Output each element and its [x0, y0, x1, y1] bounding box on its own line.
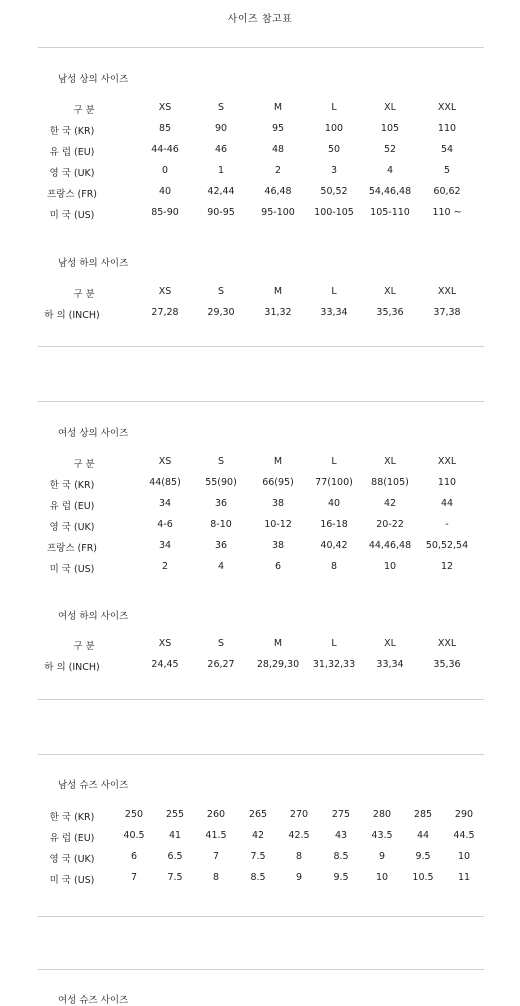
- size-header-cell: XXL: [437, 456, 457, 467]
- size-cell: 44(85): [149, 477, 181, 488]
- size-cell: 36: [214, 498, 228, 509]
- table-row: [0, 872, 520, 886]
- divider: [38, 754, 484, 755]
- size-cell: 290: [454, 809, 474, 820]
- page-title: 사이즈 참고표: [227, 14, 293, 25]
- size-cell: 4: [217, 561, 225, 572]
- size-header-cell: L: [331, 286, 337, 297]
- size-cell: 100-105: [314, 207, 354, 218]
- size-header-cell: L: [331, 456, 337, 467]
- row-label: 하 의 (INCH): [44, 662, 100, 673]
- size-cell: 9: [295, 872, 303, 883]
- table-header-row: [0, 286, 520, 300]
- divider: [38, 401, 484, 402]
- size-cell: 50,52: [320, 186, 348, 197]
- table-row: [0, 144, 520, 158]
- size-cell: 41: [168, 830, 182, 841]
- size-cell: 40.5: [123, 830, 145, 841]
- size-cell: 8-10: [210, 519, 232, 530]
- size-cell: 20-22: [376, 519, 404, 530]
- size-cell: 40,42: [320, 540, 348, 551]
- size-cell: 44-46: [151, 144, 179, 155]
- size-cell: 110: [437, 123, 457, 134]
- size-cell: 10-12: [264, 519, 292, 530]
- section-title-men-bottom: 남성 하의 사이즈: [58, 258, 129, 269]
- size-cell: 1: [217, 165, 225, 176]
- size-cell: 7: [212, 851, 220, 862]
- table-row: [0, 123, 520, 137]
- size-cell: 27,28: [151, 307, 179, 318]
- table-row: [0, 207, 520, 221]
- size-cell: 95-100: [261, 207, 295, 218]
- size-cell: 85-90: [151, 207, 179, 218]
- size-cell: 40: [158, 186, 172, 197]
- size-cell: 34: [158, 540, 172, 551]
- row-label: 유 럽 (EU): [49, 147, 95, 158]
- divider: [38, 699, 484, 700]
- size-header-cell: XS: [158, 638, 172, 649]
- section-title-men-shoes: 남성 슈즈 사이즈: [58, 780, 129, 791]
- row-label: 구 분: [73, 105, 95, 116]
- size-cell: 42,44: [207, 186, 235, 197]
- size-cell: 9.5: [333, 872, 349, 883]
- size-cell: 7.5: [250, 851, 266, 862]
- size-header-cell: XS: [158, 286, 172, 297]
- size-cell: 110 ~: [432, 207, 462, 218]
- size-cell: 28,29,30: [256, 659, 300, 670]
- divider: [38, 47, 484, 48]
- section-title-women-bottom: 여성 하의 사이즈: [58, 611, 129, 622]
- table-header-row: [0, 456, 520, 470]
- size-header-cell: XS: [158, 102, 172, 113]
- size-cell: 105-110: [370, 207, 410, 218]
- size-cell: 8: [330, 561, 338, 572]
- row-label: 미 국 (US): [49, 875, 95, 886]
- size-header-cell: S: [217, 102, 225, 113]
- size-cell: 260: [206, 809, 226, 820]
- size-cell: 2: [274, 165, 282, 176]
- size-cell: 6: [274, 561, 282, 572]
- size-cell: 77(100): [315, 477, 353, 488]
- row-label: 유 럽 (EU): [49, 833, 95, 844]
- row-label: 미 국 (US): [49, 210, 95, 221]
- size-cell: 9.5: [415, 851, 431, 862]
- size-cell: 29,30: [207, 307, 235, 318]
- size-cell: 12: [440, 561, 454, 572]
- size-cell: 90-95: [207, 207, 235, 218]
- size-cell: 33,34: [376, 659, 404, 670]
- table-header-row: [0, 638, 520, 652]
- size-cell: 16-18: [320, 519, 348, 530]
- size-cell: 38: [271, 540, 285, 551]
- size-cell: 46: [214, 144, 228, 155]
- size-cell: 54: [440, 144, 454, 155]
- table-row: [0, 165, 520, 179]
- table-row: [0, 540, 520, 554]
- size-cell: 8: [295, 851, 303, 862]
- size-cell: 8.5: [250, 872, 266, 883]
- size-cell: 35,36: [376, 307, 404, 318]
- size-cell: 44: [416, 830, 430, 841]
- table-row: [0, 477, 520, 491]
- size-header-cell: L: [331, 638, 337, 649]
- size-header-cell: XL: [384, 638, 396, 649]
- size-cell: 2: [161, 561, 169, 572]
- row-label: 구 분: [73, 459, 95, 470]
- size-cell: 36: [214, 540, 228, 551]
- size-cell: 44: [440, 498, 454, 509]
- size-cell: 31,32,33: [312, 659, 356, 670]
- size-cell: 90: [214, 123, 228, 134]
- size-header-cell: M: [273, 456, 283, 467]
- size-header-cell: XXL: [437, 638, 457, 649]
- size-header-cell: S: [217, 456, 225, 467]
- row-label: 미 국 (US): [49, 564, 95, 575]
- size-cell: 52: [383, 144, 397, 155]
- row-label: 유 럽 (EU): [49, 501, 95, 512]
- size-cell: 48: [271, 144, 285, 155]
- size-cell: 41.5: [205, 830, 227, 841]
- size-cell: 0: [161, 165, 169, 176]
- size-cell: 42: [383, 498, 397, 509]
- size-cell: 3: [330, 165, 338, 176]
- size-cell: 285: [413, 809, 433, 820]
- size-cell: 8.5: [333, 851, 349, 862]
- table-row: [0, 851, 520, 865]
- row-label: 프랑스 (FR): [46, 189, 98, 200]
- size-cell: 7.5: [167, 872, 183, 883]
- size-cell: 110: [437, 477, 457, 488]
- size-cell: 100: [324, 123, 344, 134]
- size-cell: 35,36: [433, 659, 461, 670]
- size-cell: 54,46,48: [368, 186, 412, 197]
- size-header-cell: M: [273, 286, 283, 297]
- row-label: 한 국 (KR): [49, 126, 95, 137]
- size-cell: 4-6: [157, 519, 173, 530]
- size-cell: 10.5: [412, 872, 434, 883]
- size-cell: 33,34: [320, 307, 348, 318]
- size-cell: 88(105): [371, 477, 409, 488]
- size-cell: 8: [212, 872, 220, 883]
- size-cell: 9: [378, 851, 386, 862]
- size-cell: 5: [443, 165, 451, 176]
- size-cell: 40: [327, 498, 341, 509]
- size-cell: -: [445, 519, 449, 530]
- size-header-cell: XL: [384, 102, 396, 113]
- size-header-cell: M: [273, 102, 283, 113]
- size-cell: 42: [251, 830, 265, 841]
- size-header-cell: L: [331, 102, 337, 113]
- size-cell: 250: [124, 809, 144, 820]
- size-cell: 66(95): [262, 477, 294, 488]
- table-row: [0, 519, 520, 533]
- size-cell: 31,32: [264, 307, 292, 318]
- size-header-cell: S: [217, 286, 225, 297]
- size-cell: 255: [165, 809, 185, 820]
- size-cell: 6: [130, 851, 138, 862]
- size-cell: 44,46,48: [368, 540, 412, 551]
- table-header-row: [0, 102, 520, 116]
- table-row: [0, 561, 520, 575]
- size-cell: 50: [327, 144, 341, 155]
- row-label: 영 국 (UK): [49, 168, 95, 179]
- size-header-cell: XS: [158, 456, 172, 467]
- size-header-cell: M: [273, 638, 283, 649]
- size-header-cell: XXL: [437, 102, 457, 113]
- size-cell: 10: [375, 872, 389, 883]
- row-label: 구 분: [73, 641, 95, 652]
- size-cell: 11: [457, 872, 471, 883]
- size-cell: 4: [386, 165, 394, 176]
- table-row: [0, 830, 520, 844]
- size-cell: 95: [271, 123, 285, 134]
- table-row: [0, 809, 520, 823]
- section-title-women-top: 여성 상의 사이즈: [58, 428, 129, 439]
- section-title-women-shoes: 여성 슈즈 사이즈: [58, 995, 129, 1006]
- divider: [38, 916, 484, 917]
- size-cell: 280: [372, 809, 392, 820]
- size-cell: 55(90): [205, 477, 237, 488]
- row-label: 영 국 (UK): [49, 854, 95, 865]
- size-cell: 10: [383, 561, 397, 572]
- size-cell: 85: [158, 123, 172, 134]
- size-cell: 42.5: [288, 830, 310, 841]
- divider: [38, 346, 484, 347]
- size-cell: 24,45: [151, 659, 179, 670]
- divider: [38, 969, 484, 970]
- size-cell: 6.5: [167, 851, 183, 862]
- size-cell: 46,48: [264, 186, 292, 197]
- size-header-cell: XL: [384, 286, 396, 297]
- table-row: [0, 659, 520, 673]
- size-header-cell: S: [217, 638, 225, 649]
- row-label: 하 의 (INCH): [44, 310, 100, 321]
- row-label: 프랑스 (FR): [46, 543, 98, 554]
- size-cell: 270: [289, 809, 309, 820]
- size-cell: 275: [331, 809, 351, 820]
- size-cell: 7: [130, 872, 138, 883]
- row-label: 한 국 (KR): [49, 480, 95, 491]
- table-row: [0, 498, 520, 512]
- table-row: [0, 186, 520, 200]
- row-label: 한 국 (KR): [49, 812, 95, 823]
- size-cell: 44.5: [453, 830, 475, 841]
- size-cell: 265: [248, 809, 268, 820]
- size-cell: 34: [158, 498, 172, 509]
- size-cell: 10: [457, 851, 471, 862]
- size-cell: 43: [334, 830, 348, 841]
- size-header-cell: XXL: [437, 286, 457, 297]
- size-cell: 105: [380, 123, 400, 134]
- size-cell: 60,62: [433, 186, 461, 197]
- row-label: 영 국 (UK): [49, 522, 95, 533]
- size-cell: 38: [271, 498, 285, 509]
- row-label: 구 분: [73, 289, 95, 300]
- size-header-cell: XL: [384, 456, 396, 467]
- size-cell: 37,38: [433, 307, 461, 318]
- size-cell: 43.5: [371, 830, 393, 841]
- size-cell: 26,27: [207, 659, 235, 670]
- section-title-men-top: 남성 상의 사이즈: [58, 74, 129, 85]
- table-row: [0, 307, 520, 321]
- size-cell: 50,52,54: [425, 540, 469, 551]
